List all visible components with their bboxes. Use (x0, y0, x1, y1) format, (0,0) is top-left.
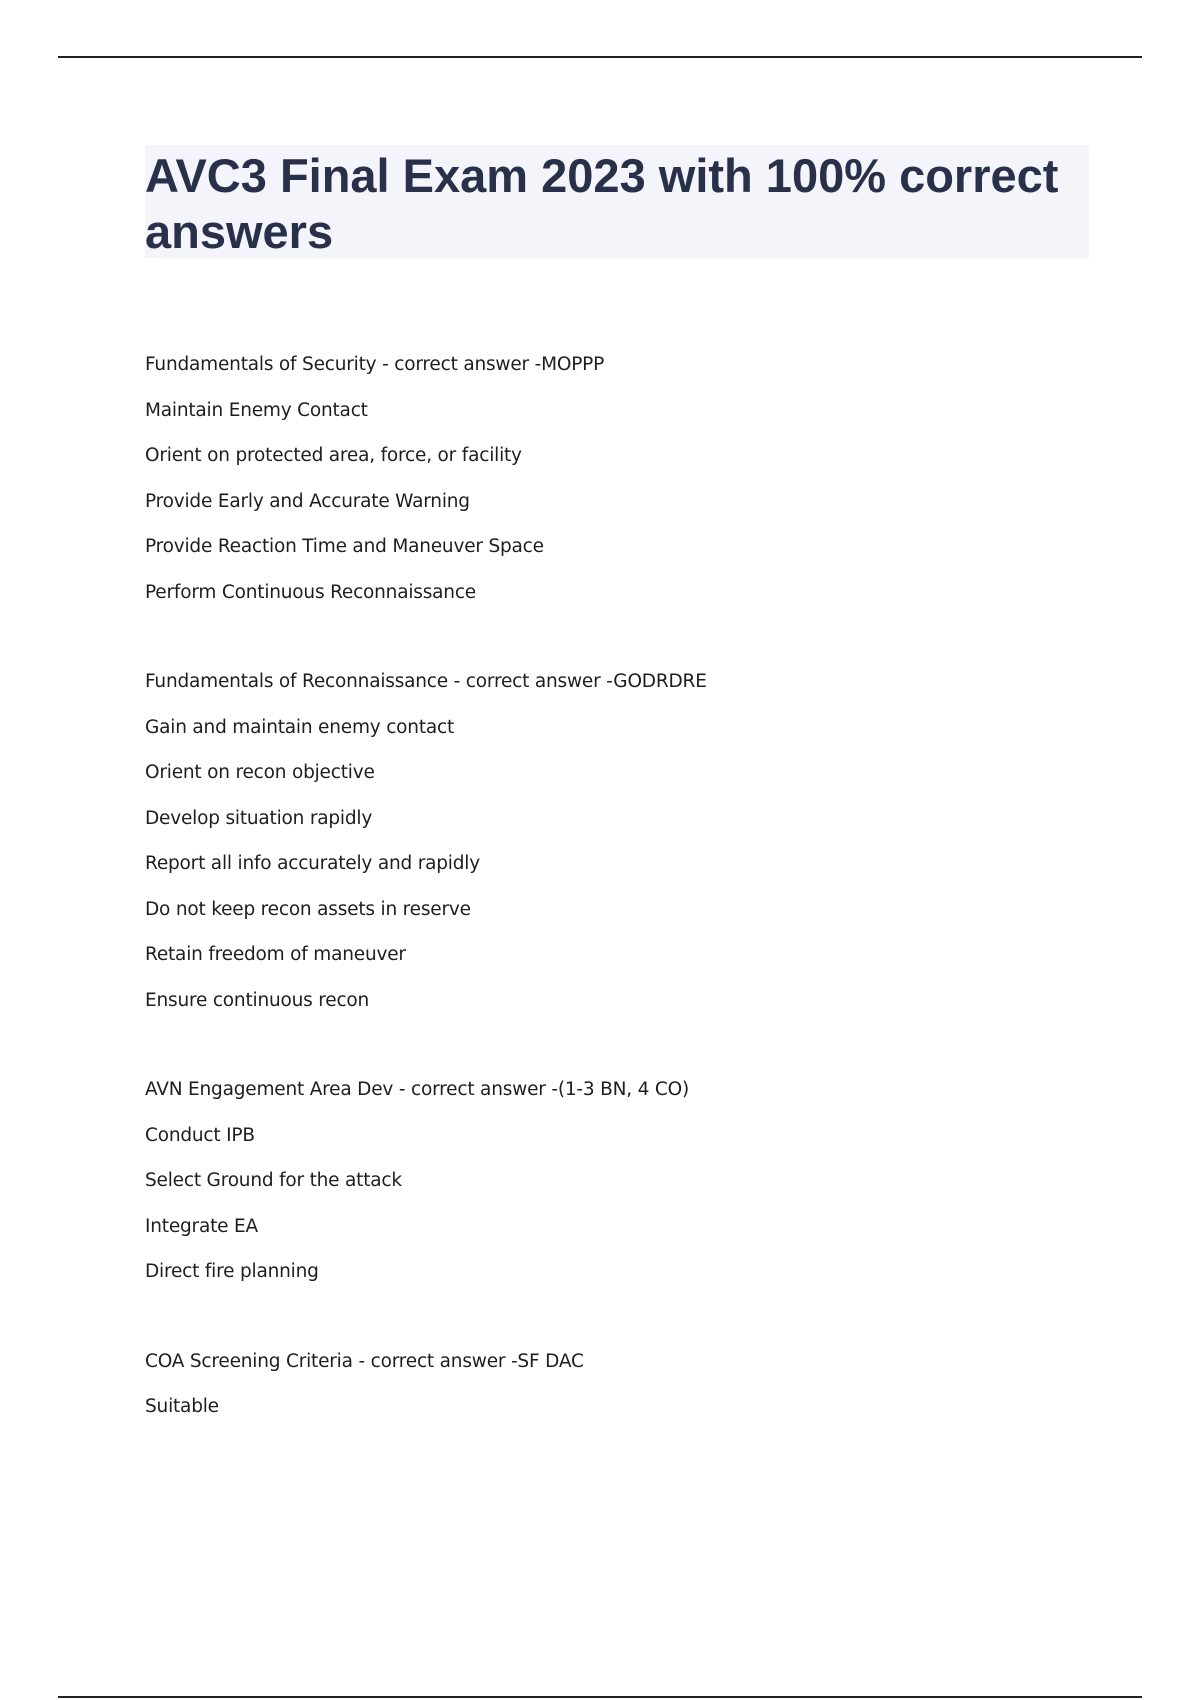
question-line: AVN Engagement Area Dev - correct answer -(1-3 BN, 4 CO) (145, 1079, 689, 1100)
answer-line: Integrate EA (145, 1215, 258, 1237)
bottom-rule (58, 1696, 1142, 1698)
answer-line: Direct fire planning (145, 1261, 319, 1282)
answer-line: Maintain Enemy Contact (145, 399, 368, 421)
answer-line: Develop situation rapidly (145, 807, 373, 829)
document-title: AVC3 Final Exam 2023 with 100% correct answers (145, 149, 1059, 258)
qa-section-security (145, 342, 1085, 615)
answer-line: Select Ground for the attack (145, 1170, 402, 1191)
answer-line: Perform Continuous Reconnaissance (145, 581, 476, 603)
answer-line: Orient on recon objective (145, 762, 375, 783)
answer-line: Provide Reaction Time and Maneuver Space (145, 536, 544, 557)
qa-section-engagement-area (145, 1067, 1085, 1295)
answer-line: Gain and maintain enemy contact (145, 716, 455, 738)
top-rule (58, 56, 1142, 58)
answer-line: Conduct IPB (145, 1124, 255, 1146)
title-block (145, 145, 1089, 258)
question-line: Fundamentals of Security - correct answer -MOPPP (145, 354, 605, 375)
answer-line: Retain freedom of maneuver (145, 944, 406, 965)
question-line: COA Screening Criteria - correct answer -SF DAC (145, 1350, 584, 1372)
answer-line: Orient on protected area, force, or facility (145, 445, 522, 466)
answer-line: Ensure continuous recon (145, 989, 370, 1011)
qa-section-reconnaissance (145, 659, 1085, 1023)
document-body (145, 342, 1085, 1474)
answer-line: Provide Early and Accurate Warning (145, 490, 470, 512)
answer-line: Suitable (145, 1396, 219, 1417)
answer-line: Report all info accurately and rapidly (145, 853, 480, 874)
answer-line: Do not keep recon assets in reserve (145, 898, 471, 920)
qa-section-coa-screening (145, 1339, 1085, 1430)
question-line: Fundamentals of Reconnaissance - correct answer -GODRDRE (145, 671, 707, 692)
